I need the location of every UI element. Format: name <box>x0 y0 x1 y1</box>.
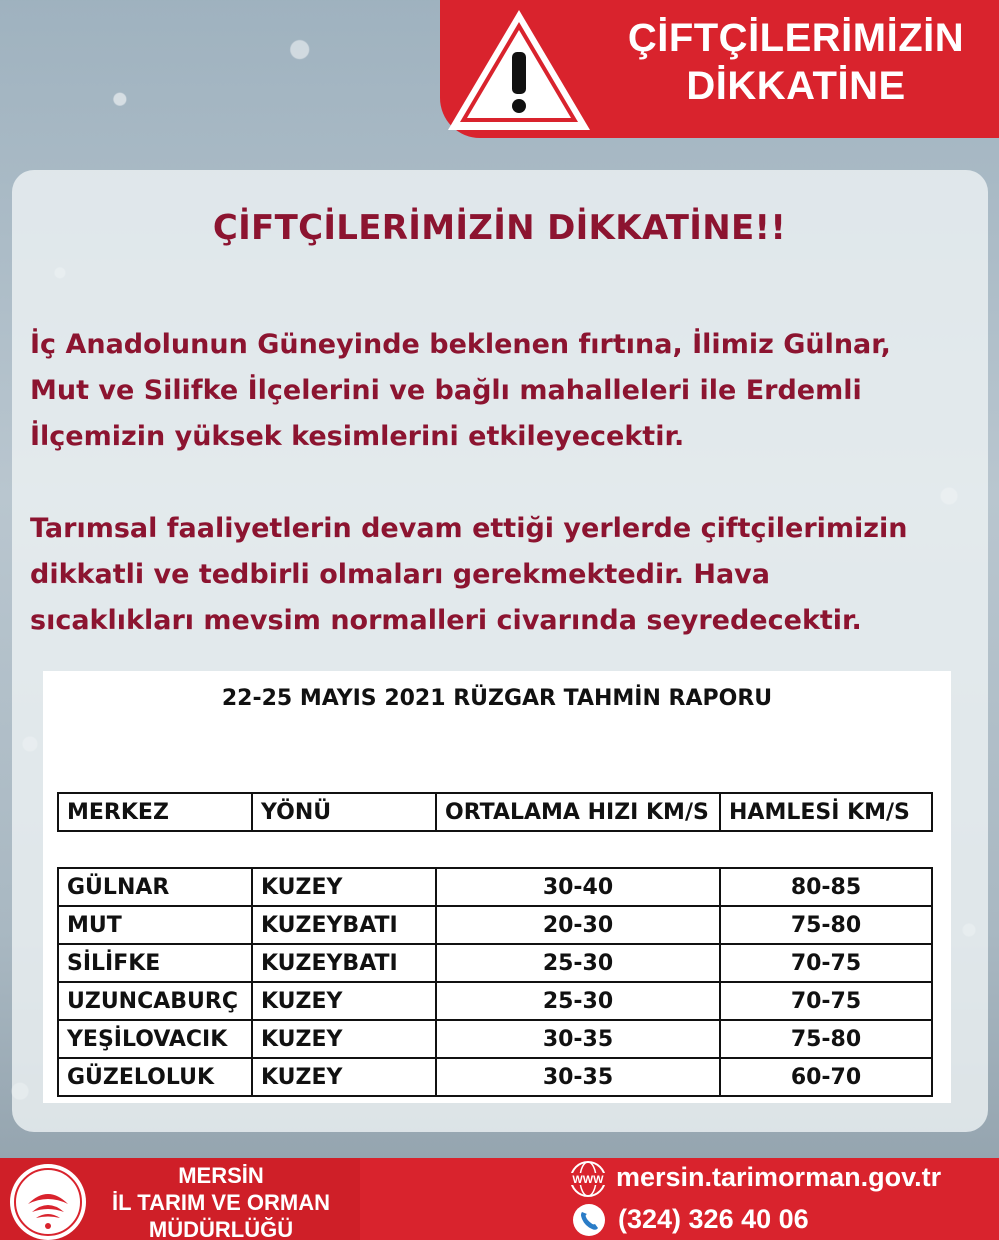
banner-title-line1: ÇİFTÇİLERİMİZİN <box>627 16 965 60</box>
paragraph-line: sıcaklıkları mevsim normalleri civarında seyredecektir. <box>30 605 862 636</box>
cell-avg-speed: 20-30 <box>436 906 720 944</box>
cell-center: SİLİFKE <box>58 944 252 982</box>
cell-direction: KUZEY <box>252 1058 436 1096</box>
org-line: İL TARIM VE ORMAN <box>112 1190 330 1215</box>
header-cell-center: MERKEZ <box>58 793 252 831</box>
header-cell-direction: YÖNÜ <box>252 793 436 831</box>
banner-title <box>600 14 992 110</box>
website-link[interactable]: mersin.tarimorman.gov.tr <box>616 1162 942 1192</box>
table-header-row <box>58 793 932 831</box>
table-row <box>58 906 932 944</box>
table-row <box>58 944 932 982</box>
phone-number[interactable]: (324) 326 40 06 <box>618 1204 809 1234</box>
organization-name <box>96 1162 346 1240</box>
paragraph-line: İlçemizin yüksek kesimlerini etkileyecektir. <box>30 421 685 452</box>
table-row <box>58 1020 932 1058</box>
paragraph-line: İç Anadolunun Güneyinde beklenen fırtına, İlimiz Gülnar, <box>30 329 891 360</box>
cell-gust: 60-70 <box>720 1058 932 1096</box>
table-row <box>58 868 932 906</box>
table-row <box>58 1058 932 1096</box>
header-cell-gust: HAMLESİ KM/S <box>720 793 932 831</box>
ministry-logo <box>4 1160 92 1240</box>
cell-center: GÜZELOLUK <box>58 1058 252 1096</box>
report-title: 22-25 MAYIS 2021 RÜZGAR TAHMİN RAPORU <box>221 686 773 711</box>
header-cell-avg-speed: ORTALAMA HIZI KM/S <box>436 793 720 831</box>
paragraph-line: Mut ve Silifke İlçelerini ve bağlı mahalleleri ile Erdemli <box>30 375 862 406</box>
cell-avg-speed: 25-30 <box>436 944 720 982</box>
announcement-paragraph-1 <box>30 322 970 460</box>
cell-avg-speed: 30-35 <box>436 1058 720 1096</box>
table-row <box>58 982 932 1020</box>
cell-gust: 75-80 <box>720 906 932 944</box>
cell-avg-speed: 30-40 <box>436 868 720 906</box>
cell-direction: KUZEY <box>252 982 436 1020</box>
cell-direction: KUZEY <box>252 1020 436 1058</box>
org-line: MERSİN <box>178 1163 264 1188</box>
www-label: WWW <box>572 1174 604 1186</box>
cell-gust: 70-75 <box>720 982 932 1020</box>
paragraph-line: dikkatli ve tedbirli olmaları gerekmektedir. Hava <box>30 559 770 590</box>
cell-direction: KUZEYBATI <box>252 906 436 944</box>
report-body-table <box>57 867 933 1097</box>
cell-center: GÜLNAR <box>58 868 252 906</box>
phone-icon <box>570 1202 608 1238</box>
cell-direction: KUZEYBATI <box>252 944 436 982</box>
panel-title: ÇİFTÇİLERİMİZİN DİKKATİNE!! <box>212 208 787 248</box>
report-header-table <box>57 792 933 832</box>
org-line: MÜDÜRLÜĞÜ <box>148 1217 294 1240</box>
cell-center: YEŞİLOVACIK <box>58 1020 252 1058</box>
cell-center: MUT <box>58 906 252 944</box>
cell-center: UZUNCABURÇ <box>58 982 252 1020</box>
cell-avg-speed: 25-30 <box>436 982 720 1020</box>
globe-www-icon <box>566 1160 610 1198</box>
cell-gust: 75-80 <box>720 1020 932 1058</box>
announcement-paragraph-2 <box>30 506 970 644</box>
paragraph-line: Tarımsal faaliyetlerin devam ettiği yerlerde çiftçilerimizin <box>30 513 908 544</box>
cell-gust: 70-75 <box>720 944 932 982</box>
banner-title-line2: DİKKATİNE <box>686 64 906 108</box>
warning-triangle-icon <box>444 6 594 134</box>
cell-gust: 80-85 <box>720 868 932 906</box>
cell-avg-speed: 30-35 <box>436 1020 720 1058</box>
cell-direction: KUZEY <box>252 868 436 906</box>
